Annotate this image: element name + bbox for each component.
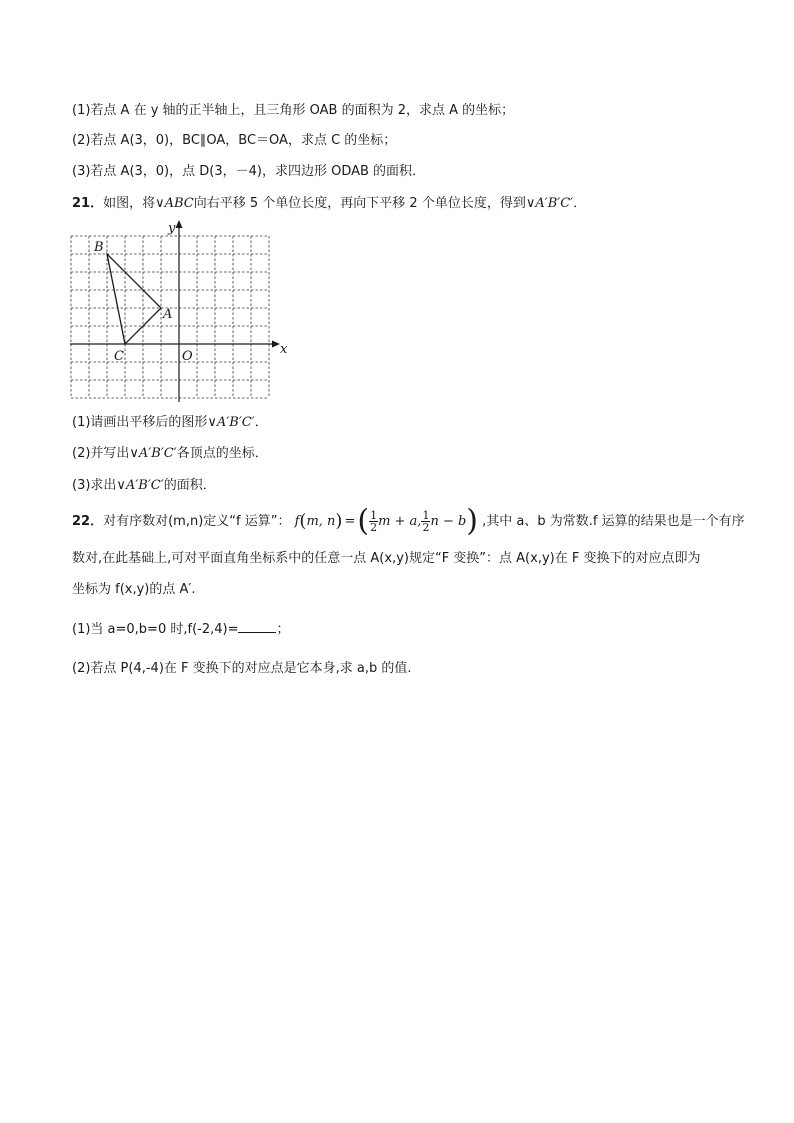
q22-part1 (72, 620, 289, 639)
label-a: A (163, 307, 173, 322)
q20-part1: (1)若点 A 在 y 轴的正半轴上，且三角形 OAB 的面积为 2，求点 A 的坐标； (72, 103, 515, 118)
q22-line1 (72, 503, 745, 539)
q21-part1-end: ． (254, 415, 268, 430)
q22-line3: 坐标为 f(x,y)的点 A′. (72, 582, 196, 597)
q22-line1-a: 对有序数对(m,n)定义“f 运算”： (103, 514, 291, 529)
q21-part1-triangle: ∨A′B′C′ (207, 415, 255, 430)
q22-formula: f(m, n) =( $\frac{1}{2}$ m + a, $\frac{1}{2}$ n − b) (294, 503, 479, 539)
q22-line1-b: ,其中 a、b 为常数.f 运算的结果也是一个有序 (482, 514, 745, 529)
q22-formula-mn: m, n (306, 514, 336, 529)
triangle-abc (107, 254, 161, 344)
label-b: B (94, 240, 104, 255)
q22-answer-blank[interactable] (238, 620, 276, 633)
q22-part2: (2)若点 P(4,-4)在 F 变换下的对应点是它本身,求 a,b 的值. (72, 661, 412, 676)
q21-triangle-abc-prime: ∨A′B′C′ (525, 196, 574, 211)
q21-part3-text-b: 的面积． (163, 478, 216, 493)
q21-part3-triangle: ∨A′B′C′ (116, 478, 164, 493)
q21-part2-text-a: (2)并写出 (72, 446, 130, 461)
q21-part1 (72, 414, 268, 432)
q22-formula-eq: = (344, 514, 356, 529)
q21-stem (72, 195, 586, 213)
q21-part3 (72, 477, 216, 495)
q22-formula-term2: n − b (430, 514, 467, 529)
q21-triangle-abc: ∨ABC (155, 196, 194, 211)
y-axis-arrow-icon (176, 220, 183, 228)
q22-formula-f: f (294, 514, 300, 529)
q22-part1-text: (1)当 a=0,b=0 时,f(-2,4)= (72, 622, 239, 637)
q22-fraction-2: $\frac{1}{2}$ (422, 509, 430, 534)
label-o: O (182, 349, 193, 364)
q21-part1-text: (1)请画出平移后的图形 (72, 415, 208, 430)
q22-fraction-1: $\frac{1}{2}$ (370, 509, 378, 534)
q21-number: 21． (72, 196, 104, 211)
q21-stem-a: 如图，将 (103, 196, 156, 211)
q22-number: 22． (72, 514, 104, 529)
q21-part3-text-a: (3)求出 (72, 478, 117, 493)
q20-part3: (3)若点 A(3，0)，点 D(3，－4)，求四边形 ODAB 的面积． (72, 164, 426, 179)
label-x: x (280, 342, 288, 357)
q22-formula-term1: m + a, (378, 514, 422, 529)
q21-part2 (72, 445, 268, 463)
q21-stem-end: ． (573, 196, 587, 211)
q21-part2-triangle: ∨A′B′C′ (129, 446, 177, 461)
q21-part2-text-b: 各顶点的坐标． (176, 446, 268, 461)
q21-stem-b: 向右平移 5 个单位长度，再向下平移 2 个单位长度，得到 (193, 196, 526, 211)
q20-part2: (2)若点 A(3，0)，BC∥OA，BC＝OA，求点 C 的坐标； (72, 133, 397, 148)
label-y: y (168, 221, 176, 236)
q21-coordinate-grid-figure (66, 218, 296, 404)
q22-line2: 数对,在此基础上,可对平面直角坐标系中的任意一点 A(x,y)规定“F 变换”：点 A(x,y)在 F 变换下的对应点即为 (72, 551, 701, 566)
x-axis-arrow-icon (272, 341, 280, 348)
q22-part1-end: ； (276, 622, 290, 637)
label-c: C (114, 349, 124, 364)
